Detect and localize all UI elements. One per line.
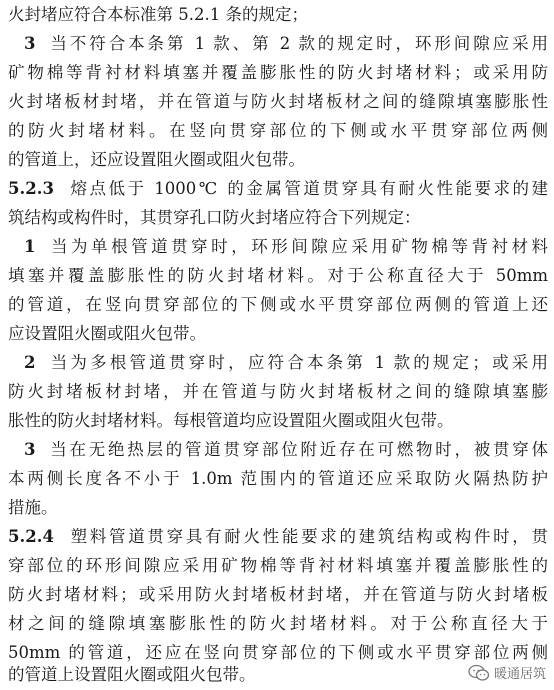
text-line: 填塞并覆盖膨胀性的防火封堵材料。对于公称直径大于 50mm [8, 266, 548, 285]
item-line: 3 当在无绝热层的管道贯穿部位附近存在可燃物时，被贯穿体 [24, 440, 548, 459]
text-line: 材之间的缝隙填塞膨胀性的防火封堵材料。对于公称直径大于 [8, 614, 548, 633]
text-line: 的管道上，还应设置阻火圈或阻火包带。 [8, 150, 305, 169]
text-line: 火封堵板材封堵，并在管道与防火封堵板材之间的缝隙填塞膨胀性 [8, 92, 548, 111]
item-number: 3 [24, 34, 36, 53]
text-line: 防火封堵材料；或采用防火封堵板材封堵，并在管道与防火封堵板 [8, 585, 548, 604]
section-number: 5.2.3 [8, 179, 54, 198]
text-line: 的防火封堵材料。在竖向贯穿部位的下侧或水平贯穿部位两侧 [8, 121, 548, 140]
section-line: 5.2.4 塑料管道贯穿具有耐火性能要求的建筑结构或构件时，贯 [8, 527, 548, 546]
item-number: 3 [24, 440, 36, 459]
item-number: 1 [24, 237, 36, 256]
text-line: 胀性的防火封堵材料。每根管道均应设置阻火圈或阻火包带。 [8, 411, 454, 430]
text-line: 防火封堵板材封堵，并在管道与防火封堵板材之间的缝隙填塞膨 [8, 382, 548, 401]
text-line: 50mm 的管道，还应在竖向贯穿部位的下侧或水平贯穿部位两侧 [8, 643, 548, 662]
text-line: 应设置阻火圈或阻火包带。 [8, 324, 206, 343]
text-line: 本两侧长度各不小于 1.0m 范围内的管道还应采取防火隔热防护 [8, 469, 548, 488]
text-line: 火封堵应符合本标准第 5.2.1 条的规定； [8, 5, 308, 24]
text-line: 筑结构或构件时，其贯穿孔口防火封堵应符合下列规定： [8, 208, 421, 227]
wechat-icon [468, 664, 490, 682]
text-line: 矿物棉等背衬材料填塞并覆盖膨胀性的防火封堵材料；或采用防 [8, 63, 548, 82]
watermark-text: 暖通居筑 [493, 667, 546, 682]
text-line: 穿部位的环形间隙应采用矿物棉等背衬材料填塞并覆盖膨胀性的 [8, 556, 548, 575]
item-line: 2 当为多根管道贯穿时，应符合本条第 1 款的规定；或采用 [24, 353, 548, 372]
section-number: 5.2.4 [8, 527, 54, 546]
text-line: 措施。 [8, 498, 58, 517]
watermark [468, 663, 546, 682]
item-line: 1 当为单根管道贯穿时，环形间隙应采用矿物棉等背衬材料 [24, 237, 548, 256]
text-line: 的管道，在竖向贯穿部位的下侧或水平贯穿部位两侧的管道上还 [8, 295, 548, 314]
item-line: 3 当不符合本条第 1 款、第 2 款的规定时，环形间隙应采用 [24, 34, 548, 53]
item-number: 2 [24, 353, 36, 372]
text-line: 的管道上设置阻火圈或阻火包带。 [8, 665, 256, 684]
section-line: 5.2.3 熔点低于 1000℃ 的金属管道贯穿具有耐火性能要求的建 [8, 179, 548, 198]
